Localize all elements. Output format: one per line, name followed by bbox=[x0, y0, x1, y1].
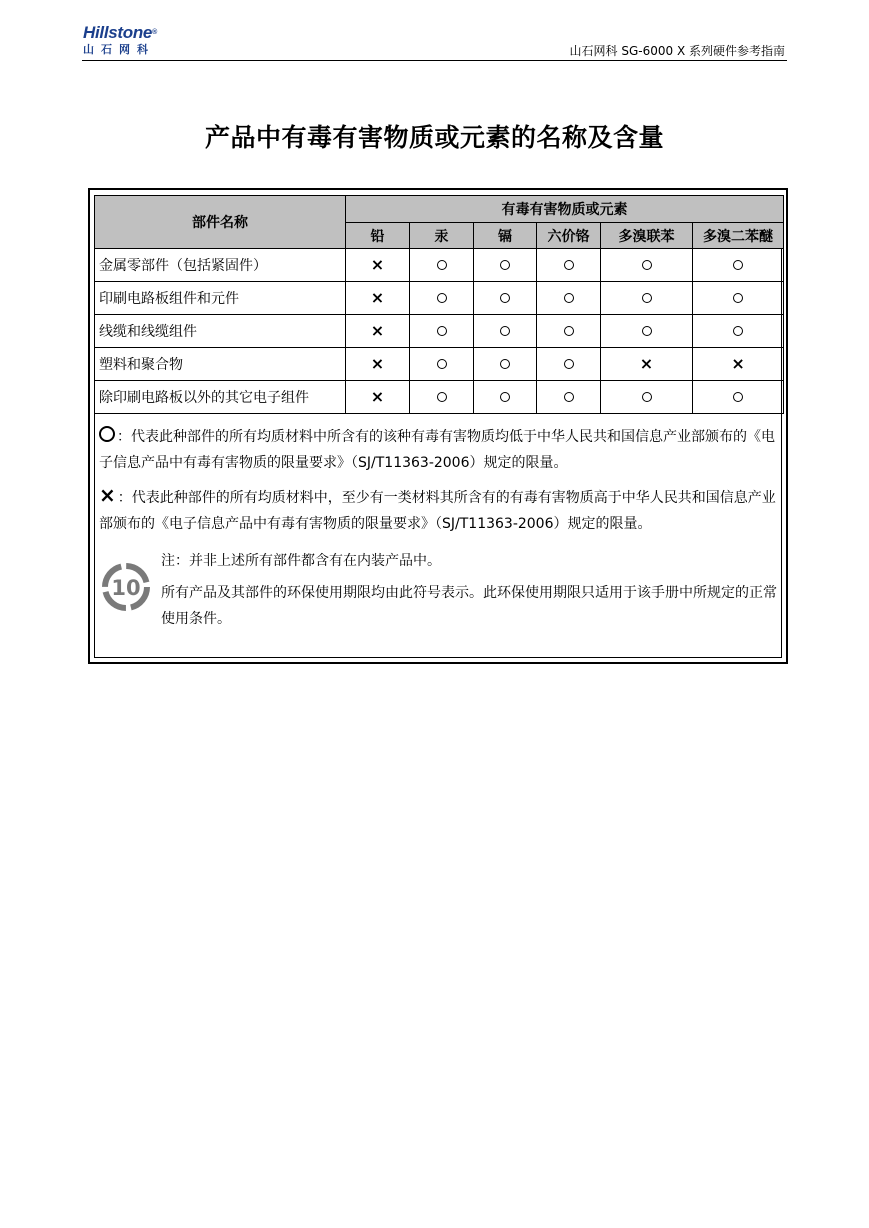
circle-icon bbox=[437, 359, 447, 369]
circle-icon bbox=[733, 326, 743, 336]
page-title: 产品中有毒有害物质或元素的名称及含量 bbox=[204, 123, 664, 152]
circle-icon bbox=[642, 293, 652, 303]
substance-mark-cell bbox=[346, 381, 410, 414]
substance-mark-cell bbox=[601, 315, 693, 348]
table-inner-border bbox=[94, 195, 782, 658]
environmental-protection-period-icon bbox=[101, 562, 151, 612]
cross-icon: × bbox=[370, 255, 385, 274]
circle-icon bbox=[642, 260, 652, 270]
substance-mark-cell bbox=[601, 282, 693, 315]
circle-icon bbox=[500, 260, 510, 270]
substance-mark-cell bbox=[346, 348, 410, 381]
running-header-title: 山石网科 SG-6000 X 系列硬件参考指南 bbox=[569, 44, 785, 58]
substance-mark-cell bbox=[474, 249, 537, 282]
circle-icon bbox=[500, 326, 510, 336]
cross-icon: × bbox=[731, 354, 745, 373]
substance-mark-cell bbox=[346, 315, 410, 348]
circle-icon bbox=[500, 359, 510, 369]
substance-mark-cell bbox=[474, 315, 537, 348]
substance-mark-cell bbox=[693, 282, 784, 315]
hazardous-substance-table-frame bbox=[88, 188, 788, 664]
substance-mark-cell bbox=[346, 282, 410, 315]
legend-o-text: ：代表此种部件的所有均质材料中所含有的该种有毒有害物质均低于中华人民共和国信息产业部颁布的《电子信息产品中有毒有害物质的限量要求》（SJ/T11363-2006）规定的限量。 bbox=[99, 429, 775, 471]
circle-icon bbox=[733, 293, 743, 303]
substance-mark-cell bbox=[410, 282, 474, 315]
table-row bbox=[95, 348, 784, 381]
legend-notes bbox=[99, 424, 781, 627]
substance-column-header: 多溴二苯醚 bbox=[693, 223, 784, 249]
substance-column-header: 铅 bbox=[346, 223, 410, 249]
table-row bbox=[95, 282, 784, 315]
substance-mark-cell bbox=[693, 315, 784, 348]
cross-icon: × bbox=[99, 483, 116, 507]
circle-icon bbox=[99, 426, 115, 442]
circle-icon bbox=[437, 326, 447, 336]
substance-mark-cell bbox=[410, 381, 474, 414]
part-name-cell: 印刷电路板组件和元件 bbox=[95, 282, 346, 315]
circle-icon bbox=[564, 293, 574, 303]
cross-icon: × bbox=[370, 321, 385, 340]
substance-mark-cell bbox=[693, 249, 784, 282]
part-name-cell: 除印刷电路板以外的其它电子组件 bbox=[95, 381, 346, 414]
substance-mark-cell bbox=[537, 348, 601, 381]
part-name-cell: 线缆和线缆组件 bbox=[95, 315, 346, 348]
hazardous-substance-table bbox=[94, 195, 784, 414]
hillstone-logo bbox=[83, 24, 167, 57]
part-name-cell: 塑料和聚合物 bbox=[95, 348, 346, 381]
substance-mark-cell bbox=[537, 381, 601, 414]
circle-icon bbox=[500, 392, 510, 402]
substance-mark-cell bbox=[410, 348, 474, 381]
substance-mark-cell bbox=[601, 249, 693, 282]
circle-icon bbox=[437, 260, 447, 270]
substance-column-header: 多溴联苯 bbox=[601, 223, 693, 249]
table-row bbox=[95, 249, 784, 282]
cross-icon: × bbox=[639, 354, 654, 373]
circle-icon bbox=[564, 326, 574, 336]
substance-mark-cell bbox=[693, 348, 784, 381]
substance-mark-cell bbox=[693, 381, 784, 414]
cross-icon: × bbox=[370, 354, 385, 373]
table-row bbox=[95, 381, 784, 414]
circle-icon bbox=[733, 260, 743, 270]
substance-mark-cell bbox=[601, 348, 693, 381]
substance-mark-cell bbox=[601, 381, 693, 414]
substance-mark-cell bbox=[410, 249, 474, 282]
circle-icon bbox=[564, 392, 574, 402]
circle-icon bbox=[642, 326, 652, 336]
substance-group-header: 有毒有害物质或元素 bbox=[346, 196, 784, 223]
substance-mark-cell bbox=[474, 282, 537, 315]
cross-icon: × bbox=[370, 288, 385, 307]
substance-column-header: 汞 bbox=[410, 223, 474, 249]
table-row bbox=[95, 315, 784, 348]
substance-mark-cell bbox=[346, 249, 410, 282]
cross-icon: × bbox=[370, 387, 385, 406]
eco-period-note: 所有产品及其部件的环保使用期限均由此符号表示。此环保使用期限只适用于该手册中所规定的正常使用条件。 bbox=[161, 585, 777, 627]
substance-mark-cell bbox=[410, 315, 474, 348]
eco-period-number: 10 bbox=[111, 576, 141, 600]
substance-mark-cell bbox=[537, 249, 601, 282]
substance-mark-cell bbox=[474, 381, 537, 414]
logo-registered-mark: ® bbox=[152, 29, 157, 36]
substance-mark-cell bbox=[537, 315, 601, 348]
part-name-header: 部件名称 bbox=[95, 196, 346, 249]
circle-icon bbox=[437, 392, 447, 402]
circle-icon bbox=[642, 392, 652, 402]
circle-icon bbox=[500, 293, 510, 303]
substance-column-header: 镉 bbox=[474, 223, 537, 249]
circle-icon bbox=[733, 392, 743, 402]
legend-x-note bbox=[99, 482, 781, 537]
substance-column-header: 六价铬 bbox=[537, 223, 601, 249]
header-divider bbox=[82, 60, 787, 61]
circle-icon bbox=[564, 260, 574, 270]
circle-icon bbox=[564, 359, 574, 369]
part-name-cell: 金属零部件（包括紧固件） bbox=[95, 249, 346, 282]
legend-x-text: ：代表此种部件的所有均质材料中，至少有一类材料其所含有的有毒有害物质高于中华人民共和国信息产业部颁布的《电子信息产品中有毒有害物质的限量要求》（SJ/T11363-2006）规定的限量。 bbox=[99, 490, 776, 532]
legend-o-note bbox=[99, 424, 781, 476]
substance-mark-cell bbox=[474, 348, 537, 381]
substance-mark-cell bbox=[537, 282, 601, 315]
logo-chinese-name: 山石网科 bbox=[83, 43, 155, 56]
remark-note: 注：并非上述所有部件都含有在内装产品中。 bbox=[161, 553, 441, 569]
circle-icon bbox=[437, 293, 447, 303]
logo-wordmark: Hillstone bbox=[83, 23, 153, 42]
